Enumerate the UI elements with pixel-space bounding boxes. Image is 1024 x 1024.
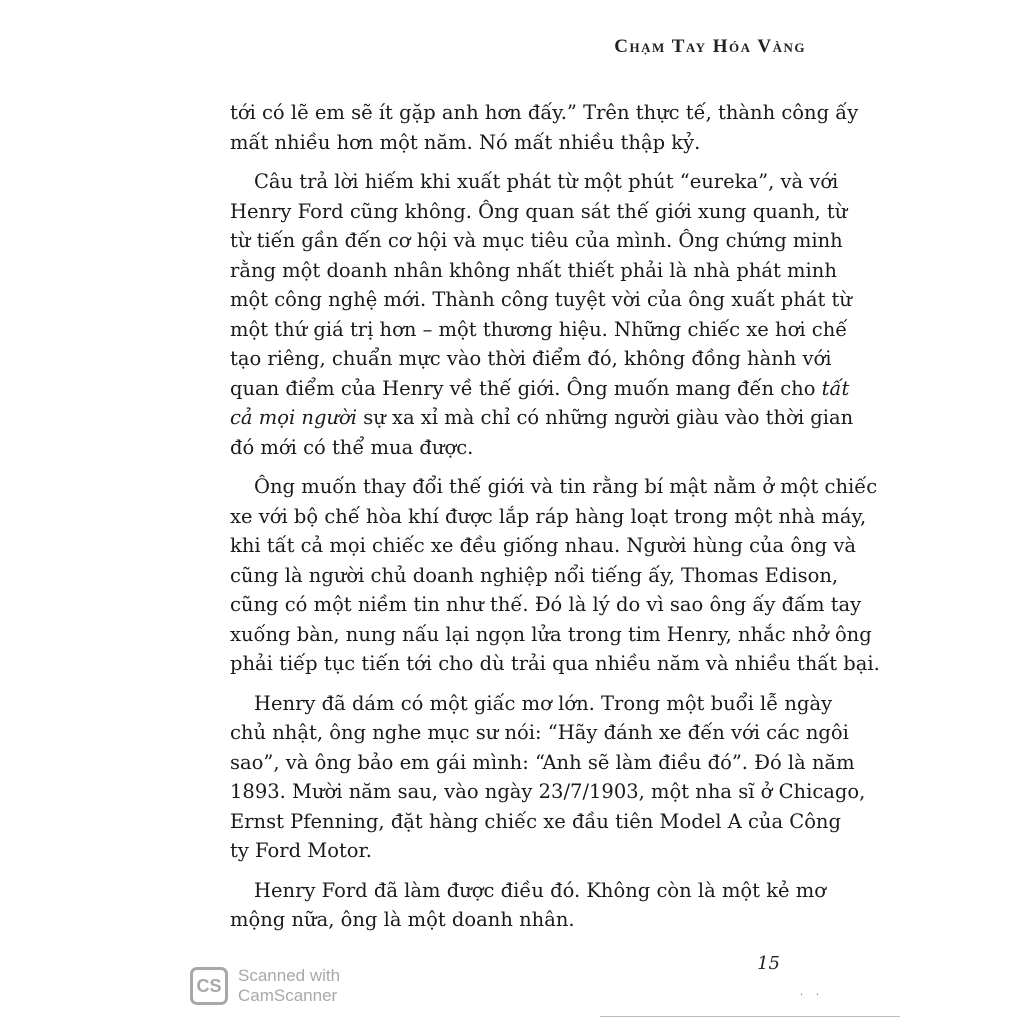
page-edge-rule [600, 1016, 900, 1017]
text-line: Câu trả lời hiếm khi xuất phát từ một phút “eureka”, và với [254, 170, 839, 193]
page-number: 15 [757, 953, 780, 974]
camscanner-logo-icon: CS [190, 967, 228, 1005]
paragraph-2 [230, 167, 854, 462]
text-line: xe với bộ chế hòa khí được lắp ráp hàng loạt trong một nhà máy, [230, 504, 867, 528]
paragraph-4 [230, 689, 866, 866]
text-line: tạo riêng, chuẩn mực vào thời điểm đó, không đồng hành với [230, 347, 832, 370]
text-line: Ông muốn thay đổi thế giới và tin rằng bí mật nằm ở một chiếc [254, 475, 878, 498]
running-header: Chạm Tay Hóa Vàng [614, 36, 806, 57]
text-line: một công nghệ mới. Thành công tuyệt vời của ông xuất phát từ [230, 288, 852, 311]
text-line: phải tiếp tục tiến tới cho dù trải qua nhiều năm và nhiều thất bại. [230, 652, 880, 675]
text-line: Henry Ford đã làm được điều đó. Không còn là một kẻ mơ [254, 878, 826, 902]
paragraph-5 [230, 876, 826, 935]
text-line: mộng nữa, ông là một doanh nhân. [230, 908, 575, 931]
scan-speck: · · [800, 990, 820, 1001]
text-line: khi tất cả mọi chiếc xe đều giống nhau. Người hùng của ông và [230, 534, 856, 557]
text-line: cũng có một niềm tin như thế. Đó là lý do vì sao ông ấy đấm tay [230, 593, 862, 616]
body-text [230, 98, 880, 945]
text-line: ty Ford Motor. [230, 839, 372, 862]
text-line: 1893. Mười năm sau, vào ngày 23/7/1903, một nha sĩ ở Chicago, [230, 780, 866, 803]
watermark-line-2: CamScanner [238, 986, 338, 1005]
text-line: Ernst Pfenning, đặt hàng chiếc xe đầu tiên Model A của Công [230, 809, 841, 833]
paragraph-1 [230, 98, 859, 157]
text-line: quan điểm của Henry về thế giới. Ông muốn mang đến cho tất [230, 376, 850, 400]
text-line: rằng một doanh nhân không nhất thiết phải là nhà phát minh [230, 258, 837, 282]
text-line: Henry Ford cũng không. Ông quan sát thế giới xung quanh, từ [230, 199, 848, 223]
text-line: từ tiến gần đến cơ hội và mục tiêu của mình. Ông chứng minh [230, 229, 843, 252]
watermark-line-1: Scanned with [238, 966, 341, 985]
text-line: cả mọi người sự xa xỉ mà chỉ có những người giàu vào thời gian [230, 406, 854, 429]
text-line: chủ nhật, ông nghe mục sư nói: “Hãy đánh xe đến với các ngôi [230, 721, 849, 744]
paragraph-3 [230, 472, 880, 679]
text-line: sao”, và ông bảo em gái mình: “Anh sẽ làm điều đó”. Đó là năm [230, 750, 855, 774]
camscanner-watermark [190, 966, 340, 1006]
watermark-text [238, 966, 340, 1006]
text-line: mất nhiều hơn một năm. Nó mất nhiều thập kỷ. [230, 130, 701, 154]
text-line: Henry đã dám có một giấc mơ lớn. Trong một buổi lễ ngày [254, 691, 833, 715]
text-line: đó mới có thể mua được. [230, 435, 474, 459]
text-line: xuống bàn, nung nấu lại ngọn lửa trong tim Henry, nhắc nhở ông [230, 622, 872, 646]
text-line: cũng là người chủ doanh nghiệp nổi tiếng ấy, Thomas Edison, [230, 563, 839, 587]
text-line: tới có lẽ em sẽ ít gặp anh hơn đấy.” Trên thực tế, thành công ấy [230, 101, 859, 124]
text-line: một thứ giá trị hơn – một thương hiệu. Những chiếc xe hơi chế [230, 317, 848, 341]
